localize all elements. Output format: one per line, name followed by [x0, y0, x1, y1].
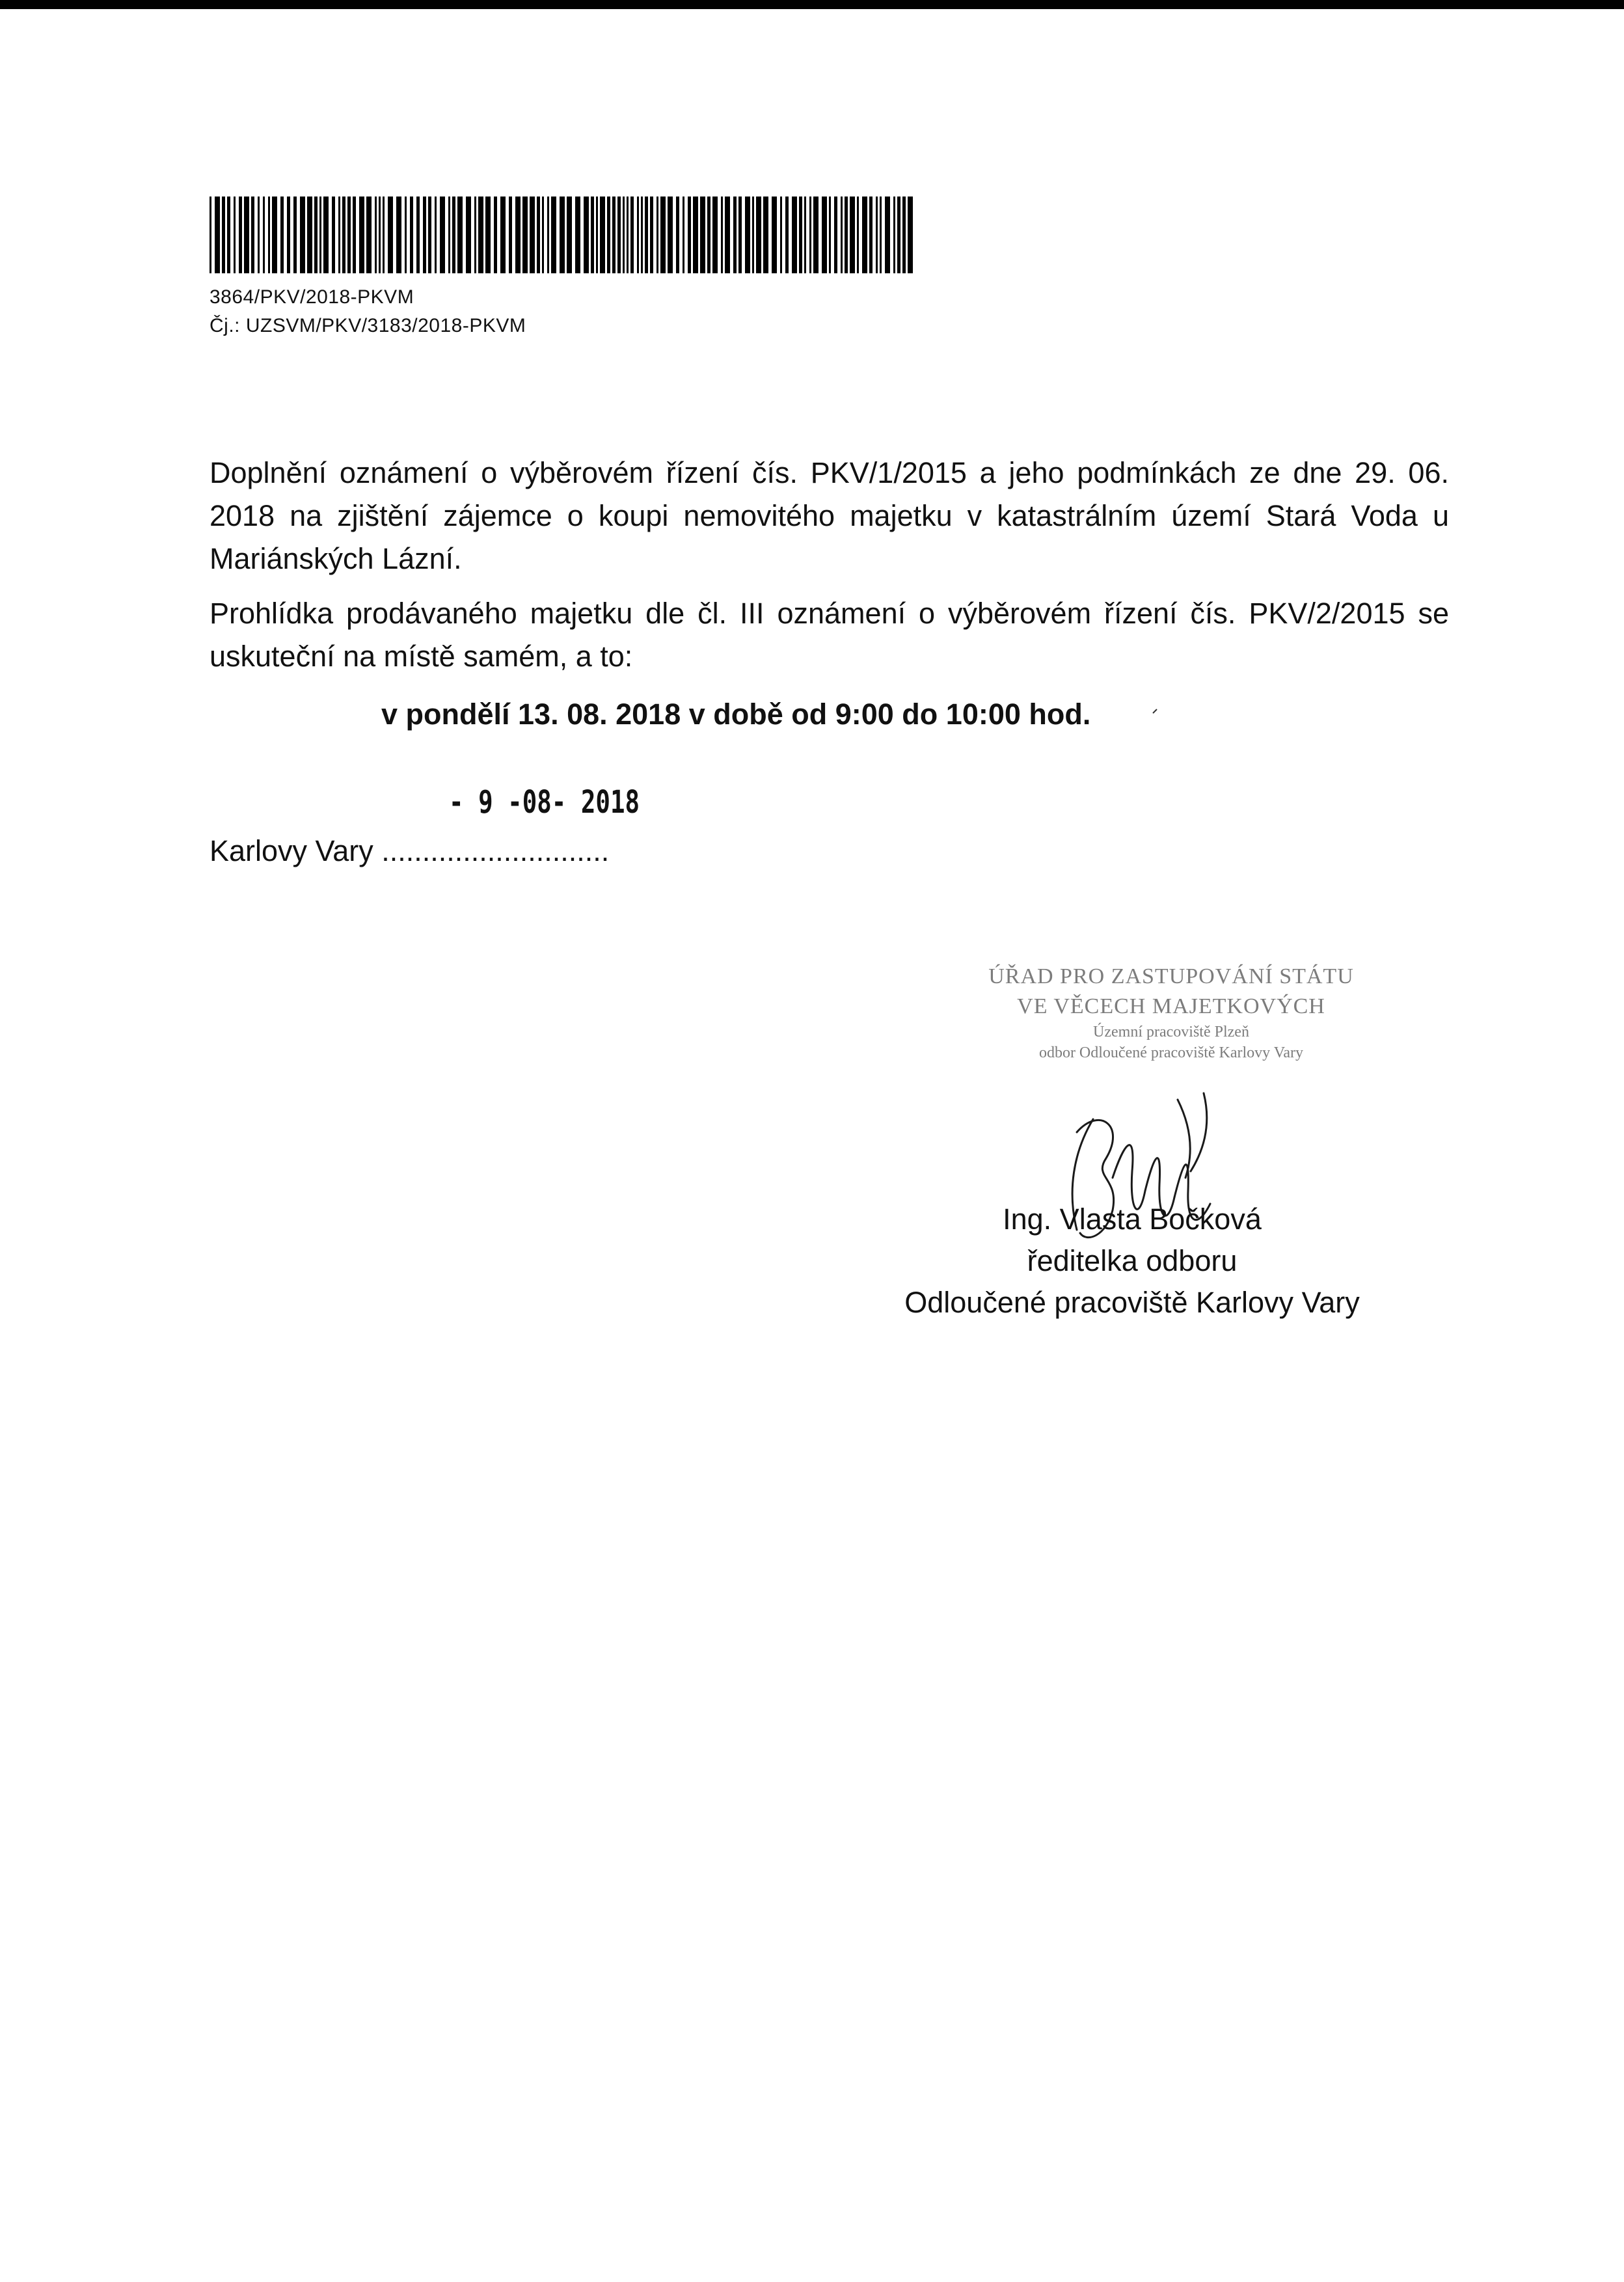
barcode-bar: [448, 197, 450, 273]
barcode-bar: [342, 197, 345, 273]
barcode-bar: [307, 197, 312, 273]
barcode-bar: [637, 197, 639, 273]
barcode-bar: [813, 197, 819, 273]
barcode-bar: [763, 197, 768, 273]
barcode-bar: [280, 197, 284, 273]
barcode-bar: [656, 197, 658, 273]
place-date-line: Karlovy Vary ............................: [210, 834, 610, 867]
barcode-bar: [733, 197, 737, 273]
barcode-bar: [405, 197, 407, 273]
barcode-bar: [234, 197, 236, 273]
barcode-bar: [347, 197, 351, 273]
barcode-bar: [880, 197, 882, 273]
barcode-bar: [300, 197, 305, 273]
barcode-bar: [829, 197, 831, 273]
barcode-bar: [551, 197, 556, 273]
barcode-bar: [522, 197, 528, 273]
barcode-bar: [547, 197, 549, 273]
barcode-bar: [876, 197, 878, 273]
barcode-bar: [841, 197, 843, 273]
barcode-bar: [700, 197, 705, 273]
barcode-bar: [530, 197, 535, 273]
barcode-bar: [612, 197, 616, 273]
barcode-bar: [688, 197, 691, 273]
barcode-bar: [908, 197, 913, 273]
barcode-bar: [272, 197, 277, 273]
barcode-bar: [210, 197, 211, 273]
date-stamp: - 9 -08- 2018: [449, 784, 640, 821]
barcode-bar: [738, 197, 742, 273]
barcode-bar: [845, 197, 848, 273]
barcode-bar: [623, 197, 625, 273]
barcode-bar: [474, 197, 476, 273]
barcode-bar: [809, 197, 811, 273]
barcode-bar: [607, 197, 610, 273]
stamp-line-1: ÚŘAD PRO ZASTUPOVÁNÍ STÁTU: [988, 964, 1354, 988]
barcode-bar: [423, 197, 426, 273]
notice-paragraph: Doplnění oznámení o výběrovém řízení čís. PKV/1/2015 a jeho podmínkách ze dne 29. 06. 2018 na zjištění zájemce o koupi nemovitého majetku v katastrálním území Stará Voda u Mariánských Lázní.: [210, 456, 1449, 575]
barcode-bar: [850, 197, 855, 273]
barcode-bar: [287, 197, 290, 273]
signature-block: [872, 1199, 1392, 1324]
barcode-bar: [641, 197, 643, 273]
barcode-bar: [668, 197, 673, 273]
barcode-bar: [683, 197, 684, 273]
barcode-bar: [388, 197, 393, 273]
barcode-bar: [725, 197, 730, 273]
barcode-bar: [379, 197, 381, 273]
barcode-bar: [435, 197, 437, 273]
barcode-bar: [792, 197, 797, 273]
barcode-bar: [293, 197, 297, 273]
barcode-bar: [721, 197, 723, 273]
barcode-bar: [537, 197, 540, 273]
barcode-bar: [676, 197, 679, 273]
barcode-bar: [366, 197, 372, 273]
barcode-bar: [560, 197, 565, 273]
barcode-bar: [396, 197, 401, 273]
barcode-bar: [542, 197, 544, 273]
barcode-bar: [319, 197, 321, 273]
barcode-bar: [440, 197, 445, 273]
signatory-name: Ing. Vlasta Bočková: [1003, 1202, 1262, 1236]
barcode-bar: [258, 197, 260, 273]
barcode-bar: [251, 197, 254, 273]
office-stamp: [963, 962, 1379, 1063]
barcode-bar: [509, 197, 512, 273]
barcode-bar: [584, 197, 589, 273]
barcode-bar: [630, 197, 634, 273]
barcode-bar: [897, 197, 900, 273]
barcode-bar: [745, 197, 750, 273]
barcode-bar: [478, 197, 483, 273]
pen-mark: [1152, 708, 1158, 714]
barcode-bar: [804, 197, 806, 273]
barcode-bar: [314, 197, 318, 273]
barcode-bar: [239, 197, 242, 273]
barcode-bar: [857, 197, 859, 273]
barcode-bar: [375, 197, 377, 273]
barcode-bar: [591, 197, 594, 273]
barcode-bar: [457, 197, 463, 273]
barcode-bar: [485, 197, 491, 273]
barcode-bar: [359, 197, 364, 273]
barcode-bar: [383, 197, 385, 273]
barcode-bar: [772, 197, 777, 273]
barcode-bar: [244, 197, 249, 273]
barcode-bar: [500, 197, 506, 273]
barcode-bar: [645, 197, 648, 273]
signatory-department: Odloučené pracoviště Karlovy Vary: [904, 1286, 1360, 1319]
barcode-bar: [452, 197, 455, 273]
barcode-bar: [756, 197, 761, 273]
barcode-bar: [416, 197, 420, 273]
barcode-bar: [707, 197, 710, 273]
barcode-bar: [712, 197, 718, 273]
barcode-bar: [869, 197, 873, 273]
signatory-role: ředitelka odboru: [1027, 1244, 1238, 1277]
barcode-bar: [353, 197, 356, 273]
barcode-bar: [617, 197, 621, 273]
barcode-bar: [693, 197, 698, 273]
barcode-bar: [227, 197, 230, 273]
reference-number: 3864/PKV/2018-PKVM: [210, 286, 414, 308]
barcode-bar: [650, 197, 653, 273]
stamp-line-3: Územní pracoviště Plzeň: [1093, 1024, 1249, 1040]
barcode-bar: [822, 197, 827, 273]
stamp-line-4: odbor Odloučené pracoviště Karlovy Vary: [1038, 1044, 1304, 1061]
barcode-bar: [428, 197, 431, 273]
barcode-bar: [567, 197, 572, 273]
barcode-bar: [600, 197, 605, 273]
barcode-bar: [222, 197, 225, 273]
barcode-bar: [575, 197, 580, 273]
barcode-bar: [862, 197, 867, 273]
barcode-bar: [902, 197, 906, 273]
page-top-border: [0, 0, 1624, 9]
barcode-bar: [799, 197, 802, 273]
barcode-bar: [268, 197, 270, 273]
viewing-paragraph: Prohlídka prodávaného majetku dle čl. III oznámení o výběrovém řízení čís. PKV/2/2015 se uskuteční na místě samém, a to:: [210, 597, 1449, 673]
barcode-bar: [323, 197, 329, 273]
barcode-bar: [752, 197, 754, 273]
barcode-bar: [263, 197, 265, 273]
stamp-line-2: VE VĚCECH MAJETKOVÝCH: [1017, 994, 1325, 1018]
barcode-bar: [410, 197, 413, 273]
case-number: Čj.: UZSVM/PKV/3183/2018-PKVM: [210, 315, 526, 336]
barcode: [210, 197, 917, 273]
viewing-datetime: v pondělí 13. 08. 2018 v době od 9:00 do 10:00 hod.: [381, 698, 1091, 731]
barcode-bar: [785, 197, 789, 273]
barcode-bar: [494, 197, 497, 273]
barcode-bar: [780, 197, 782, 273]
barcode-bar: [466, 197, 471, 273]
barcode-bar: [893, 197, 895, 273]
barcode-bar: [885, 197, 890, 273]
barcode-bar: [338, 197, 340, 273]
barcode-bar: [596, 197, 598, 273]
barcode-bar: [627, 197, 629, 273]
barcode-bar: [215, 197, 220, 273]
barcode-bar: [834, 197, 837, 273]
barcode-bar: [332, 197, 335, 273]
barcode-bar: [660, 197, 666, 273]
barcode-bar: [515, 197, 521, 273]
